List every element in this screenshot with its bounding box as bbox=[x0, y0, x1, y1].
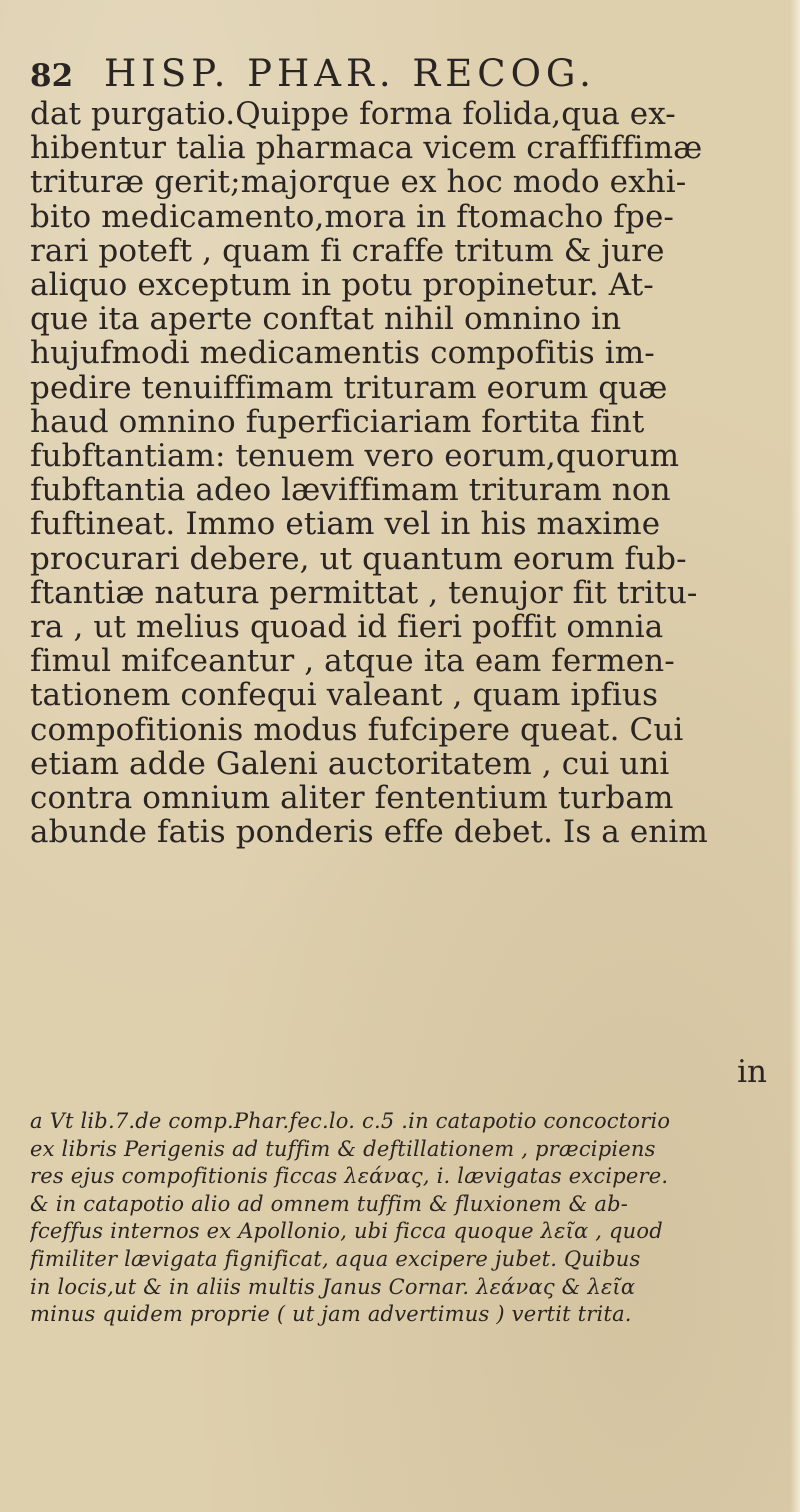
text-line: que ita aperte conftat nihil omnino in bbox=[30, 302, 622, 337]
text-line: contra omnium aliter fententium turbam bbox=[30, 781, 674, 816]
footnote-line: in locis,ut & in aliis multis Janus Cornar. λεάνας & λεῖα bbox=[30, 1274, 636, 1299]
text-line: abunde fatis ponderis effe debet. Is a enim bbox=[30, 815, 708, 850]
text-line: fubftantia adeo læviffimam trituram non bbox=[30, 473, 671, 508]
footnote-line: minus quidem proprie ( ut jam advertimus ) vertit trita. bbox=[30, 1302, 632, 1327]
footnote-block bbox=[30, 1108, 786, 1329]
footnote-line: res ejus compofitionis ficcas λεάνας, i. lævigatas excipere. bbox=[30, 1164, 669, 1189]
text-line: bito medicamento,mora in ftomacho fpe- bbox=[30, 199, 674, 234]
text-line: ftantiæ natura permittat , tenujor fit tritu- bbox=[30, 575, 698, 611]
footnote-line: a Vt lib.7.de comp.Phar.fec.lo. c.5 .in catapotio concoctorio bbox=[30, 1109, 671, 1133]
text-line: pedire tenuiffimam trituram eorum quæ bbox=[30, 370, 668, 405]
text-line: fubftantiam: tenuem vero eorum,quorum bbox=[30, 439, 680, 474]
text-line: dat purgatio.Quippe forma folida,qua ex- bbox=[30, 97, 676, 132]
text-line: trituræ gerit;majorque ex hoc modo exhi- bbox=[30, 165, 687, 200]
text-line: fuftineat. Immo etiam vel in his maxime bbox=[30, 507, 661, 542]
text-line: etiam adde Galeni auctoritatem , cui uni bbox=[30, 746, 670, 782]
text-line: procurari debere, ut quantum eorum fub- bbox=[30, 541, 687, 576]
text-line: ra , ut melius quoad id fieri poffit omnia bbox=[30, 610, 664, 645]
catchword: in bbox=[737, 1054, 767, 1090]
running-head: HISP. PHAR. RECOG. bbox=[104, 52, 596, 95]
text-line: rari poteft , quam fi craffe tritum & jure bbox=[30, 233, 665, 269]
footnote-line: & in catapotio alio ad omnem tuffim & fluxionem & ab- bbox=[30, 1191, 629, 1216]
text-line: hibentur talia pharmaca vicem craffiffimæ bbox=[30, 131, 703, 166]
text-line: aliquo exceptum in potu propinetur. At- bbox=[30, 268, 654, 303]
footnote-line: ex libris Perigenis ad tuffim & deftillationem , præcipiens bbox=[30, 1136, 656, 1161]
text-line: fimul mifceantur , atque ita eam fermen- bbox=[30, 644, 675, 679]
page-number: 82 bbox=[30, 58, 74, 94]
page-edge bbox=[790, 0, 800, 1512]
footnote-line: fceffus internos ex Apollonio, ubi ficca quoque λεῖα , quod bbox=[30, 1219, 663, 1244]
main-text-block bbox=[30, 97, 786, 849]
text-line: haud omnino fuperficiariam fortita fint bbox=[30, 404, 645, 440]
text-line: hujufmodi medicamentis compofitis im- bbox=[30, 336, 655, 371]
text-line: tationem confequi valeant , quam ipfius bbox=[30, 678, 659, 713]
footnote-line: fimiliter lævigata fignificat, aqua excipere jubet. Quibus bbox=[30, 1246, 641, 1271]
text-line: compofitionis modus fufcipere queat. Cui bbox=[30, 712, 684, 747]
